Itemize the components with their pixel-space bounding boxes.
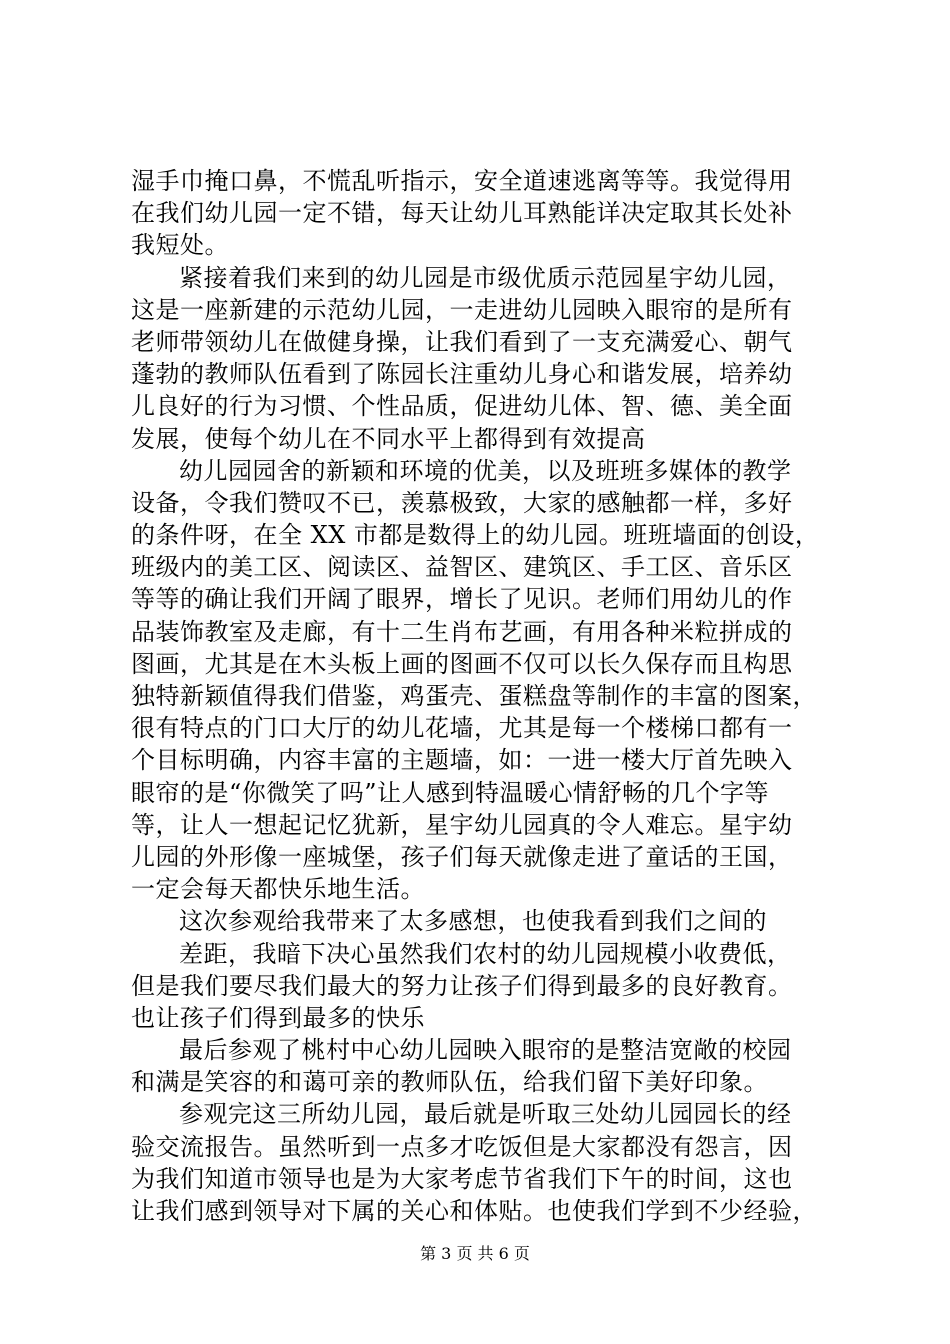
- text-line: 班级内的美工区、阅读区、益智区、建筑区、手工区、音乐区: [131, 553, 793, 582]
- text-line: 验交流报告。虽然听到一点多才吃饭但是大家都没有怨言，因: [131, 1132, 793, 1161]
- paragraph-start-line: 这次参观给我带来了太多感想，也使我看到我们之间的: [179, 907, 767, 936]
- text-line: 设备，令我们赞叹不已，羡慕极致，大家的感触都一样，多好: [131, 488, 793, 517]
- paragraph-start-line: 差距，我暗下决心虽然我们农村的幼儿园规模小收费低，: [179, 939, 792, 968]
- page-footer: [0, 1244, 950, 1264]
- paragraph-start-line: 紧接着我们来到的幼儿园是市级优质示范园星宇幼儿园，: [179, 263, 792, 292]
- text-line: 很有特点的门口大厅的幼儿花墙，尤其是每一个楼梯口都有一: [131, 714, 793, 743]
- text-line: 老师带领幼儿在做健身操，让我们看到了一支充满爱心、朝气: [131, 327, 793, 356]
- text-line: 湿手巾掩口鼻，不慌乱听指示，安全道速逃离等等。我觉得用: [131, 167, 793, 195]
- text-line: 发展，使每个幼儿在不同水平上都得到有效提高: [131, 424, 646, 453]
- text-line: 我短处。: [131, 231, 229, 260]
- text-line: 让我们感到领导对下属的关心和体贴。也使我们学到不少经验，: [131, 1197, 817, 1225]
- text-line: 一定会每天都快乐地生活。: [131, 875, 425, 904]
- text-line: 但是我们要尽我们最大的努力让孩子们得到最多的良好教育。: [131, 971, 793, 1000]
- paragraph-start-line: 参观完这三所幼儿园，最后就是听取三处幼儿园园长的经: [179, 1100, 792, 1129]
- paragraph-start-line: 最后参观了桃村中心幼儿园映入眼帘的是整洁宽敞的校园: [179, 1036, 792, 1065]
- text-line: 个目标明确，内容丰富的主题墙，如：一进一楼大厅首先映入: [131, 746, 793, 775]
- text-line: 这是一座新建的示范幼儿园，一走进幼儿园映入眼帘的是所有: [131, 295, 793, 324]
- text-line: 品装饰教室及走廊，有十二生肖布艺画，有用各种米粒拼成的: [131, 617, 793, 646]
- text-line: 儿园的外形像一座城堡，孩子们每天就像走进了童话的王国，: [131, 842, 793, 871]
- text-line: 在我们幼儿园一定不错，每天让幼儿耳熟能详决定取其长处补: [131, 199, 793, 228]
- text-line: 蓬勃的教师队伍看到了陈园长注重幼儿身心和谐发展，培养幼: [131, 360, 793, 389]
- text-line: 也让孩子们得到最多的快乐: [131, 1003, 425, 1032]
- text-line: 等等的确让我们开阔了眼界，增长了见识。老师们用幼儿的作: [131, 585, 793, 614]
- text-line: 独特新颖值得我们借鉴，鸡蛋壳、蛋糕盘等制作的丰富的图案，: [131, 682, 817, 710]
- text-line: 和满是笑容的和蔼可亲的教师队伍，给我们留下美好印象。: [131, 1068, 768, 1097]
- text-line: 儿良好的行为习惯、个性品质，促进幼儿体、智、德、美全面: [131, 392, 793, 421]
- text-line: 的条件呀，在全 XX 市都是数得上的幼儿园。班班墙面的创设，: [131, 521, 820, 550]
- paragraph-start-line: 幼儿园园舍的新颖和环境的优美，以及班班多媒体的教学: [179, 456, 792, 485]
- text-line: 眼帘的是“你微笑了吗”让人感到特温暖心情舒畅的几个字等: [131, 778, 770, 807]
- document-body: [131, 165, 831, 1227]
- text-line: 图画，尤其是在木头板上画的图画不仅可以长久保存而且构思: [131, 649, 793, 678]
- text-line: 等，让人一想起记忆犹新，星宇幼儿园真的令人难忘。星宇幼: [131, 810, 793, 839]
- page-number-label: 第 3 页 共 6 页: [420, 1244, 530, 1263]
- text-line: 为我们知道市领导也是为大家考虑节省我们下午的时间，这也: [131, 1164, 793, 1193]
